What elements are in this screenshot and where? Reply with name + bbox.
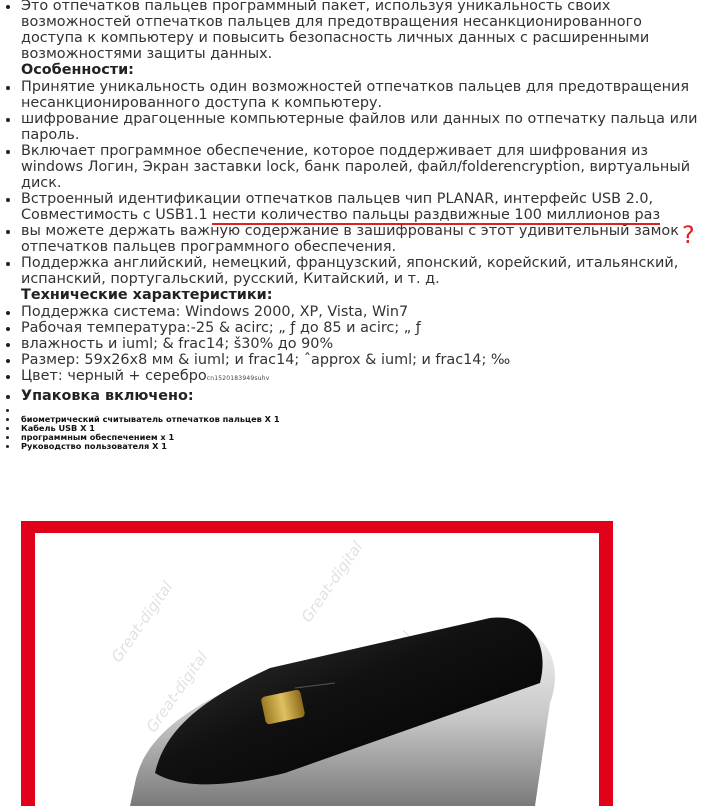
fingerprint-reader-illustration — [35, 533, 599, 806]
product-photo — [21, 521, 613, 806]
feature-line: Встроенный идентификации отпечатков пальцев чип PLANAR, интерфейс USB 2.0, — [21, 191, 654, 207]
features-list — [0, 79, 723, 287]
watermark-text: Great-digital — [107, 578, 177, 666]
feature-item-chip — [0, 191, 723, 223]
question-mark-annotation: ? — [682, 221, 695, 249]
package-list — [0, 406, 723, 451]
color-text: Цвет: черный + серебро — [21, 368, 207, 384]
feature-line: шифрование драгоценные компьютерные файлов или данных по отпечатку пальца или — [21, 111, 698, 127]
product-image — [35, 533, 599, 806]
feature-line: Принятие уникальность один возможностей отпечатков пальцев для предотвращения — [21, 79, 689, 95]
feature-line: пароль. — [21, 127, 80, 143]
intro-line: Это отпечатков пальцев программный пакет, используя уникальность своих — [21, 0, 611, 14]
feature-item — [0, 79, 723, 111]
feature-line: windows Логин, Экран заставки lock, банк паролей, файл/folderencryption, виртуальный — [21, 159, 691, 175]
intro-line: возможностей отпечатков пальцев для предотвращения несанкционированного — [21, 14, 642, 30]
feature-item — [0, 111, 723, 143]
intro-line: доступа к компьютеру и повысить безопасность личных данных с расширенными — [21, 30, 650, 46]
feature-line: испанский, португальский, русский, Китайский, и т. д. — [21, 271, 440, 287]
intro-line: возможностями защиты данных. — [21, 46, 273, 62]
intro-item — [0, 0, 723, 62]
feature-line: Включает программное обеспечение, которое поддерживает для шифрования из — [21, 143, 649, 159]
feature-line: диск. — [21, 175, 62, 191]
feature-line: отпечатков пальцев программного обеспечения. — [21, 239, 397, 255]
feature-line: вы можете держать важную содержание в зашифрованы с этот удивительный замок — [21, 223, 679, 239]
feature-line — [21, 207, 723, 223]
tech-item: Размер: 59x26x8 мм & iuml; и frac14; ˆapprox & iuml; и frac14; ‰ — [0, 352, 723, 368]
features-heading: Особенности: — [21, 62, 134, 78]
package-item: Кабель USB X 1 — [0, 424, 723, 433]
tech-item: влажность и iuml; & frac14; š30% до 90% — [0, 336, 723, 352]
tech-item: Рабочая температура:-25 & acirc; „ ƒ до 85 и acirc; „ ƒ — [0, 320, 723, 336]
feature-text: Совместимость с USB1.1 — [21, 207, 213, 223]
tech-item: Поддержка система: Windows 2000, XP, Vista, Win7 — [0, 304, 723, 320]
feature-item — [0, 255, 723, 287]
feature-item — [0, 223, 723, 255]
watermark-text: Great-digital — [297, 538, 367, 626]
feature-line: Поддержка английский, немецкий, французский, японский, корейский, итальянский, — [21, 255, 679, 271]
tech-heading: Технические характеристики: — [21, 287, 273, 303]
tech-item-color — [0, 368, 723, 387]
package-heading: Упаковка включено: — [0, 388, 723, 404]
package-item: программным обеспечением x 1 — [0, 433, 723, 442]
intro-list — [0, 0, 723, 62]
feature-item — [0, 143, 723, 191]
watermark-text: Great-digital — [142, 648, 212, 736]
product-code: cn1520183949suhv — [206, 375, 270, 382]
tech-list — [0, 304, 723, 404]
feature-line: несанкционированного доступа к компьютеру. — [21, 95, 383, 111]
underlined-claim: нести количество пальцы раздвижные 100 миллионов раз — [212, 207, 661, 223]
package-item: Руководство пользователя X 1 — [0, 442, 723, 451]
package-item: биометрический считыватель отпечатков пальцев X 1 — [0, 415, 723, 424]
